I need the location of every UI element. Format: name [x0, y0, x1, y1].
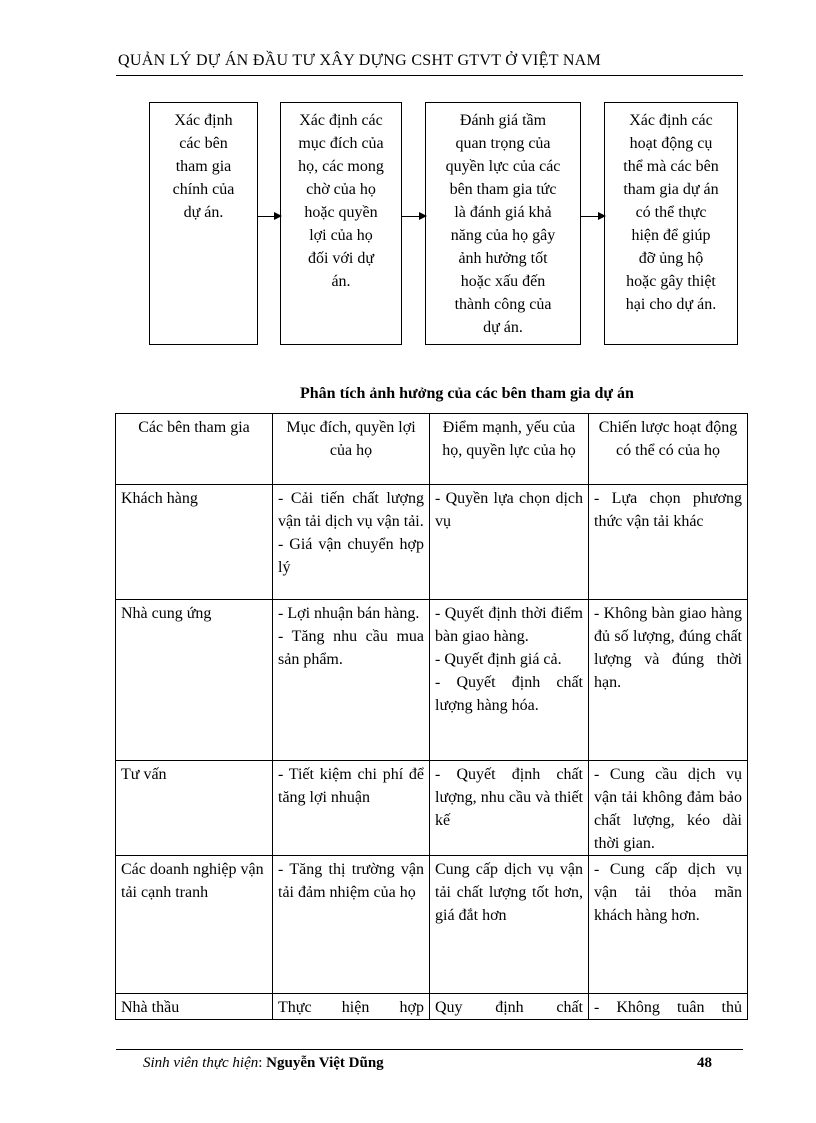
strategy-cell	[589, 994, 748, 1020]
table-row	[116, 761, 748, 856]
party-cell: Khách hàng	[116, 485, 273, 600]
strategy-cell	[589, 856, 748, 994]
strategy-cell	[589, 600, 748, 761]
column-header: Chiến lược hoạt động có thể có của họ	[589, 414, 748, 485]
flow-box-2-line: họ, các mong	[298, 158, 384, 175]
flow-box-3-line: quyền lực của các	[445, 158, 561, 175]
table-row	[116, 600, 748, 761]
purpose-item: - Cải tiến chất lượng vận tải dịch vụ vận tải.	[278, 490, 424, 530]
footer-rule	[116, 1049, 743, 1050]
strategy-cell	[589, 485, 748, 600]
flow-box-3-line: là đánh giá khả	[454, 204, 552, 221]
flow-box-1-line: dự án.	[183, 204, 224, 221]
flow-box-1-line: các bên	[179, 135, 228, 152]
flow-box-3-line: hoặc xấu đến	[460, 273, 546, 290]
flow-box-3-line: thành công của	[454, 296, 552, 313]
purpose-cell	[273, 761, 430, 856]
purpose-item: - Tăng thị trường vận tải đảm nhiệm của họ	[278, 861, 424, 901]
power-item: - Quyết định giá cả.	[435, 651, 562, 668]
table-row	[116, 485, 748, 600]
flow-box-4-line: tham gia dự án	[623, 181, 719, 198]
power-item: Cung cấp dịch vụ vận tải chất lượng tốt hơn, giá đắt hơn	[435, 861, 583, 924]
column-header: Điểm mạnh, yếu của họ, quyền lực của họ	[430, 414, 589, 485]
flow-box-2-line: mục đích của	[298, 135, 384, 152]
column-header: Mục đích, quyền lợi của họ	[273, 414, 430, 485]
footer-label: Sinh viên thực hiện	[143, 1055, 259, 1071]
strategy-item: - Không tuân thủ	[594, 999, 742, 1016]
page-header-title: QUẢN LÝ DỰ ÁN ĐẦU TƯ XÂY DỰNG CSHT GTVT Ở VIỆT NAM	[118, 52, 602, 69]
flow-box-2-line: án.	[331, 273, 351, 290]
flow-box-1-line: chính của	[172, 181, 235, 198]
strategy-item: - Không bàn giao hàng đủ số lượng, đúng chất lượng và đúng thời hạn.	[594, 605, 742, 691]
purpose-cell	[273, 485, 430, 600]
power-cell	[430, 856, 589, 994]
party-cell: Các doanh nghiệp vận tải cạnh tranh	[116, 856, 273, 994]
flow-box-4-line: thể mà các bên	[623, 158, 719, 175]
strategy-item: - Cung cấp dịch vụ vận tải thỏa mãn khách hàng hơn.	[594, 861, 742, 924]
flow-box-4-line: hoặc gây thiệt	[626, 273, 716, 290]
purpose-cell	[273, 994, 430, 1020]
flow-box-4-line: có thể thực	[635, 204, 707, 221]
party-cell	[116, 994, 273, 1020]
power-item: - Quyết định chất lượng, nhu cầu và thiết kế	[435, 766, 583, 829]
flow-arrow-3	[581, 216, 604, 217]
strategy-item: - Cung cầu dịch vụ vận tải không đảm bảo chất lượng, kéo dài thời gian.	[594, 766, 742, 852]
flow-box-4	[604, 102, 738, 345]
flow-box-3-line: quan trọng của	[455, 135, 551, 152]
party-cell: Tư vấn	[116, 761, 273, 856]
strategy-cell	[589, 761, 748, 856]
flow-box-4-line: Xác định các	[629, 112, 713, 129]
purpose-item: - Lợi nhuận bán hàng.	[278, 605, 420, 622]
table-row	[116, 856, 748, 994]
flow-box-2	[280, 102, 402, 345]
power-cell	[430, 485, 589, 600]
flow-box-3-line: ảnh hưởng tốt	[458, 250, 548, 267]
table-header-row	[116, 414, 748, 485]
purpose-item: - Giá vận chuyển hợp lý	[278, 536, 424, 576]
table-row	[116, 994, 748, 1020]
purpose-item: Thực hiện hợp	[278, 999, 424, 1016]
power-item: Quy định chất	[435, 999, 583, 1016]
flow-box-3-line: bên tham gia tức	[449, 181, 557, 198]
purpose-item: - Tăng nhu cầu mua sản phẩm.	[278, 628, 424, 668]
footer-name: Nguyễn Việt Dũng	[266, 1055, 384, 1071]
flow-arrow-2	[402, 216, 425, 217]
purpose-item: - Tiết kiệm chi phí để tăng lợi nhuận	[278, 766, 424, 806]
stakeholder-analysis-table	[115, 413, 748, 1020]
power-cell	[430, 994, 589, 1020]
flow-box-4-line: hại cho dự án.	[625, 296, 717, 313]
footer-author: Sinh viên thực hiện: Nguyễn Việt Dũng	[143, 1055, 384, 1071]
party-cell: Nhà cung ứng	[116, 600, 273, 761]
flow-box-1-line: Xác định	[174, 112, 233, 129]
flow-box-3-line: năng của họ gây	[450, 227, 556, 244]
power-item: - Quyết định thời điểm bàn giao hàng.	[435, 605, 583, 645]
flow-box-2-line: đối với dự	[307, 250, 375, 267]
flow-box-2-line: chờ của họ	[306, 181, 376, 198]
flow-box-4-line: hoạt động cụ	[629, 135, 713, 152]
flow-box-2-line: hoặc quyền	[304, 204, 378, 221]
power-cell	[430, 761, 589, 856]
flow-box-1-line: tham gia	[175, 158, 232, 175]
flow-box-3-line: Đánh giá tầm	[459, 112, 547, 129]
strategy-item: - Lựa chọn phương thức vận tải khác	[594, 490, 742, 530]
party-text: Nhà thầu	[121, 999, 180, 1016]
header-rule	[116, 75, 743, 76]
flow-box-2-line: lợi của họ	[309, 227, 373, 244]
column-header: Các bên tham gia	[116, 414, 273, 485]
purpose-cell	[273, 600, 430, 761]
power-item: - Quyết định chất lượng hàng hóa.	[435, 674, 583, 714]
flow-box-4-line: đỡ ủng hộ	[638, 250, 704, 267]
flow-box-2-line: Xác định các	[299, 112, 383, 129]
flow-box-3	[425, 102, 581, 345]
page-number: 48	[697, 1055, 712, 1071]
table-caption: Phân tích ảnh hưởng của các bên tham gia dự án	[300, 385, 634, 402]
purpose-cell	[273, 856, 430, 994]
flow-box-4-line: hiện để giúp	[631, 227, 711, 244]
power-item: - Quyền lựa chọn dịch vụ	[435, 490, 583, 530]
power-cell	[430, 600, 589, 761]
flow-box-1	[149, 102, 258, 345]
flow-arrow-1	[258, 216, 280, 217]
flow-box-3-line: dự án.	[483, 319, 523, 336]
